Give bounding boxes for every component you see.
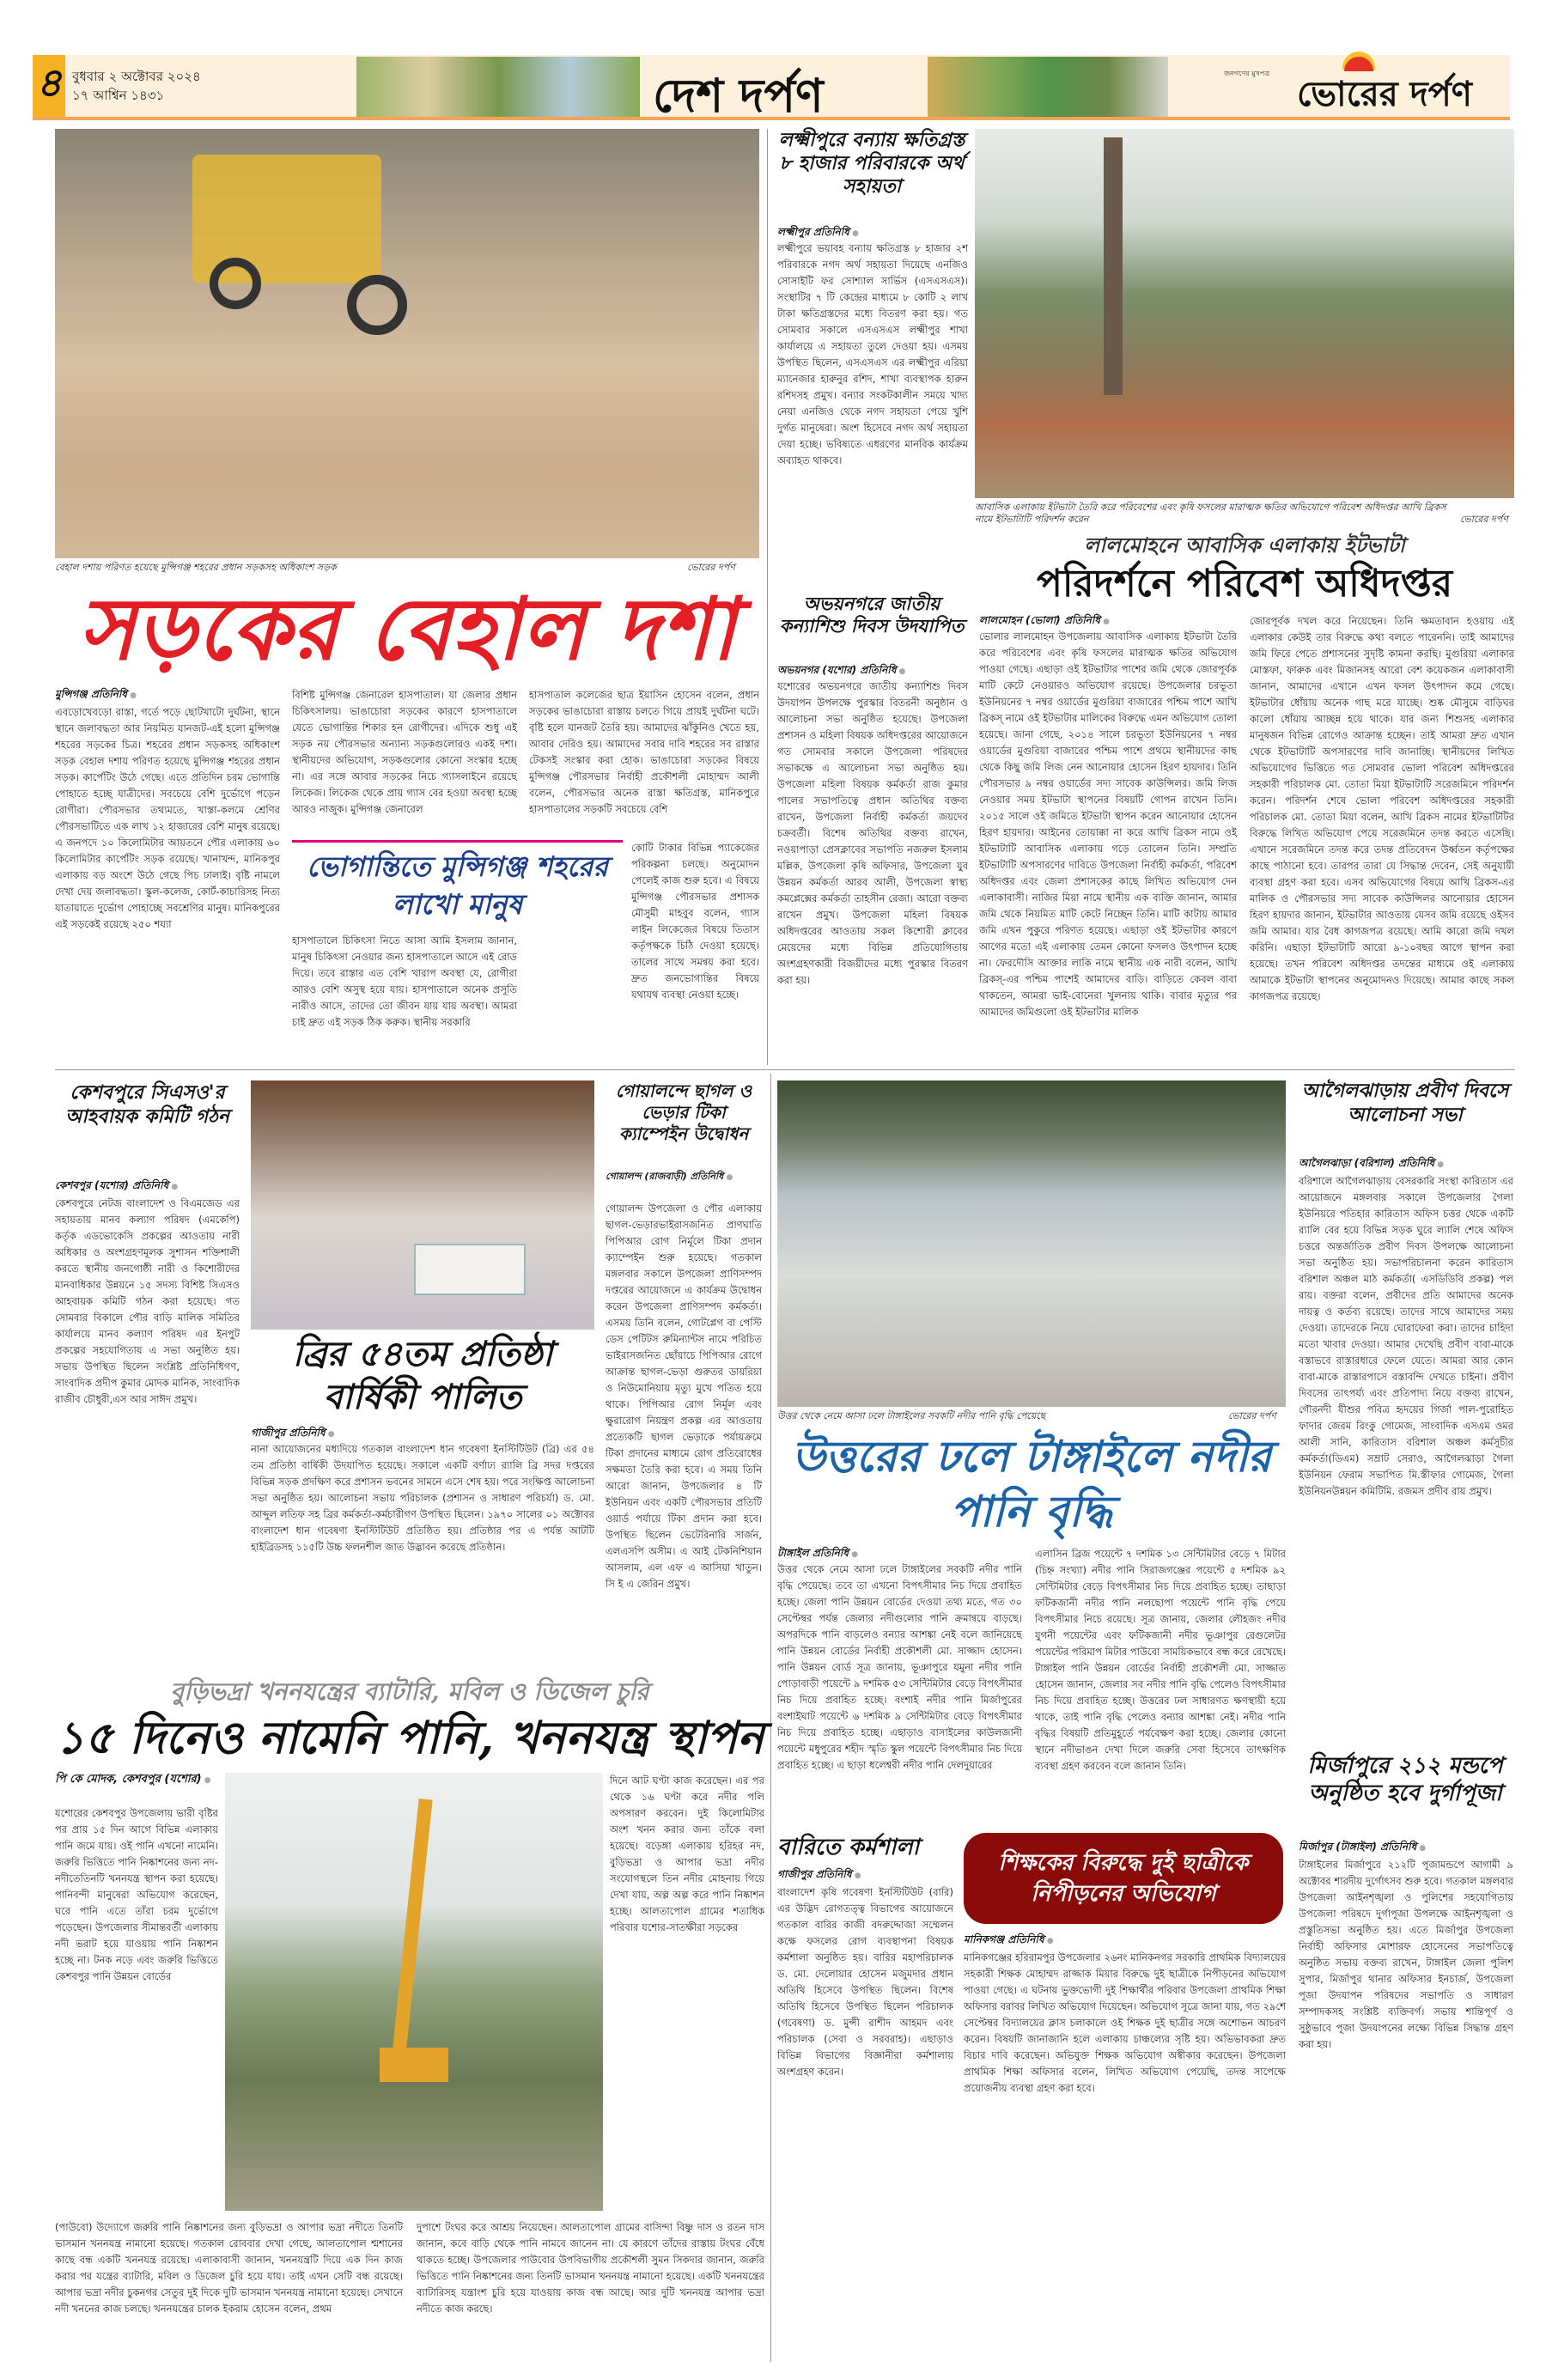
abhaynagar-byline: অভয়নগর (যশোর) প্রতিনিধি ●	[777, 663, 905, 679]
column-divider	[770, 1074, 771, 2362]
lead-photo-road	[55, 129, 759, 558]
manikganj-byline: মানিকগঞ্জ প্রতিনিধি ●	[964, 1933, 1054, 1948]
manikganj-headline-box	[964, 1833, 1283, 1924]
goalanda-body: গোয়ালন্দ উপজেলা ও পৌর এলাকায় ছাগল-ভেড়ারভাইরাসজনিত প্রাণঘাতি পিপিআর রোগ নির্মূলে টিকা প্রদান ক্যাম্পেইন শুরু হয়েছে। গতকাল মঙ্গলবার সকালে উপজেলা প্রাণিসম্পদ দপ্তরের আয়োজনে এ কার্যক্রম উদ্বোধন করেন উপজেলা প্রাণিসম্পদ কর্মকর্তা। এসময় তিনি বলেন, গোটপ্লেগ বা পেস্টি ডেস পেটিটস রুমিন্যান্টস নামে পরিচিত ভাইরাসজনিত ছোঁয়াচে পিপিআর রোগে আক্রান্ত ছাগল-ভেড়া গুরুতর ডায়রিয়া ও নিউমোনিয়ায় মৃত্যু মুখে পতিত হয়ে থাকে। পিপিআর রোগ নির্মূল এবং ক্ষুরারোগ নিয়ন্ত্রণ প্রকল্প এর আওতায় প্রত্যেকটি ছাগল ভেড়াকে পর্যায়ক্রমে টিকা প্রদানের মাধ্যমে রোগ প্রতিরোধের সক্ষমতা তৈরি করা হবে। এ সময় তিনি আরো জানান, উপজেলার ৪ টি ইউনিয়ন এবং একটি পৌরসভার প্রতিটি ওয়ার্ড পর্যায়ে টিকা প্রদান করা হবে। উপস্থিত ছিলেন ভেটেরিনারি সার্জন, এলএসপি অসীম। এ আই টেকনিশিয়ান আসলাম, এল এফ এ আসিয়া খাতুন। সি ই এ জেরিন প্রমুখ।	[606, 1202, 762, 1590]
date-bangla: ১৭ আশ্বিন ১৪৩১	[72, 88, 165, 103]
khal-body-col4: দুপাশে টংঘর করে আশ্রয় নিয়েছেন। আলতাপোল গ্রামের বাসিন্দা বিষ্ণু দাস ও রতন দাস জানান, কবে বাড়ি থেকে পানি নামবে জানেন না। যে কারণে তাঁদের রাস্তায় টংঘর বেঁধে থাকতে হচ্ছে। উপজেলার পাউবোর উপবিভাগীয় প্রকৌশলী সুমন সিকদার জানান, জরুরি ভিত্তিতে পানি নিষ্কাশনের জন্য তিনটি ভাসমান খননযন্ত্র নামানো হয়েছে। একটি খননযন্ত্রের ব্যাটারিসহ যন্ত্রাংশ চুরি হয়ে যাওয়ায় কাজ বন্ধ আছে। আর দুটি খননযন্ত্র আপার ভদ্রা নদীতে কাজ করছে।	[417, 2221, 764, 2315]
lalmohan-byline: লালমোহন (ভোলা) প্রতিনিধি ●	[979, 613, 1110, 629]
date-gregorian: বুধবার ২ অক্টোবর ২০২৪	[72, 69, 201, 84]
lead-photo-caption: বেহাল দশায় পরিণত হয়েছে মুন্সিগঞ্জ শহরের প্রধান সড়কসহ অধিকাংশ সড়ক	[55, 562, 337, 573]
mirzapur-headline: মির্জাপুরে ২১২ মন্ডপে অনুষ্ঠিত হবে দুর্গাপূজা	[1307, 1753, 1503, 1806]
keshabpur-cso-headline: কেশবপুরে সিএসও'র আহবায়ক কমিটি গঠন	[64, 1081, 229, 1128]
bari-byline: গাজীপুর প্রতিনিধি ●	[777, 1867, 861, 1883]
lalmohan-photo-caption: আবাসিক এলাকায় ইটভাটা তৈরি করে পরিবেশের এবং কৃষি ফসলের মারাত্মক ক্ষতির অভিযোগে পরিবেশ অধিদপ্তর আখি ব্রিকস নামে ইটভাটাটি পরিদর্শন করেন	[975, 502, 1446, 525]
goalanda-byline: গোয়ালন্দ (রাজবাড়ী) প্রতিনিধি ●	[606, 1170, 762, 1184]
lead-body-col5: কোটি টাকার বিভিন্ন প্যাকেজের পরিকল্পনা চলছে। অনুমোদন পেলেই কাজ শুরু হবে। এ বিষয়ে মুন্সিগঞ্জ পৌরসভার প্রশাসক মৌসুমী মাহবুব বলেন, গ্যাস লাইন লিকেজের বিষয়ে তিতাস কর্তৃপক্ষকে চিঠি দেওয়া হয়েছে। তালের সাথে সমন্বয় করা হবে। দ্রুত জনভোগান্তির বিষয়ে যথাযথ ব্যবস্থা নেওয়া হচ্ছে।	[631, 842, 759, 1001]
khal-body-col1: যশোরের কেশবপুর উপজেলায় ভারী বৃষ্টির পর প্রায় ১৫ দিন আগে বিভিন্ন এলাকায় পানি জমে যায়। ওই পানি এখনো নামেনি। জরুরি ভিত্তিতে পানি নিষ্কাশনের জন্য নদ-নদীতেতিনটি খননযন্ত্র স্থাপন করা হয়েছে। পানিবন্দী মানুষেরা অভিযোগ করেছেন, ঘরে পানি এতে তাঁরা চরম দুর্ভোগে পড়েছেন। উপজেলার সীমান্তবর্তী এলাকায় নদী ভরাট হয়ে যাওয়ায় পানি নিষ্কাশন হচ্ছে না। টনক নড়ে এবং জরুরি ভিত্তিতে কেশবপুর পানি উন্নয়ন বোর্ডের	[55, 1807, 218, 1982]
lead-body-col2: বিশিষ্ট মুন্সিগঞ্জ জেনারেল হাসপাতাল। যা জেলার প্রধান চিকিৎসালয়। ভাঙাচোরা সড়কের কারণে হাসপাতালে যেতে ভোগান্তির শিকার হন রোগীদের। এদিকে শুধু এই সড়ক নয় পৌরসভার অন্যান্য সড়কগুলোরও একই দশা। স্থানীয়দের অভিযোগ, সড়কগুলোর কোনো সংস্কার হচ্ছে না। এর সঙ্গে আবার সড়কের নিচে গ্যাসলাইনে রয়েছে লিকেজ। লিকেজ থেকে প্রায় গ্যাস বের হওয়া অবস্থা হচ্ছে আরও নাজুক। মুন্সিগঞ্জ জেনারেল	[292, 689, 517, 815]
bri-body: নানা আয়োজনের মধ্যদিয়ে গতকাল বাংলাদেশ ধান গবেষণা ইনস্টিটিউট (ব্রি) এর ৫৪ তম প্রতিষ্ঠা বার্ষিকী উদযাপিত হয়েছে। সকালে একটি বর্ণাঢ্য র‌্যালি ব্রি সদর দপ্তরের বিভিন্ন সড়ক প্রদক্ষিণ করে প্রশাসন ভবনের সামনে এসে শেষ হয়। পরে সংক্ষিপ্ত আলোচনা সভা অনুষ্ঠিত হয়। আলোচনা সভায় পরিচালক (প্রশাসন ও সাধারণ পরিচর্যা) ড. মো. আব্দুল লতিফ সহ ব্রির কর্মকর্তা-কর্মচারীগণ উপস্থিত ছিলেন। ১৯৭০ সালের ০১ অক্টোবর বাংলাদেশ ধান গবেষণা ইনস্টিটিউট প্রতিষ্ঠিত হয়। প্রতিষ্ঠার পর এ পর্যন্ত আটটি হাইব্রিডসহ ১১৫টি উচ্চ ফলনশীল জাত উদ্ভাবন করেছে প্রতিষ্ঠান।	[251, 1443, 594, 1553]
header-photo-strip-right	[928, 57, 1168, 117]
agailjhara-body: বরিশালে আগৈলঝাড়ায় বেসরকারি সংস্থা কারিতাস এর আয়োজনে মঙ্গলবার সকালে উপজেলার গৈলা ইউনিয়রে পতিহার কারিতাস অফিস চত্তর থেকে একটি র‌্যালি বের হয়ে বিভিন্ন সড়ক ঘুরে ল্যালি শেষে অফিস চত্তরে অন্তর্জাতিক প্রবীণ দিবস উপলক্ষে আলোচনা সভা অনুষ্ঠিত হয়। সভাপরিচালনা করেন কারিতাস বরিশাল অঞ্চল মাঠ কর্মকর্তা( এসডিডিবি প্রকল্প) পল রায়। বক্তরা বলেন, প্রবীদের প্রতি আমাদের অনেক দায়ত্ব ও কর্তব্য রয়েছে। তাদের সাথে আমাদের সময় দেওয়া। তাদেরকে নিয়ে ঘোরাফেরা করা। তাদের চাহিদা মতো খাবার দেওয়া। আমার দেখেছি প্রবীণ বাবা-মাকে বস্তাভবে রাস্তারধারে ফেলে যেতে। আমরা আর কোন বাবা-মাকে রাস্তারপাসে বস্তাবন্দি দেখতে চাইনা। প্রবীণ দিবসের তাৎপর্য্য এবং প্রতিপাদ্য নিয়ে বক্তব্য রাখেন, গৌরনদী যীশুর পবিত্র হৃদয়ের গির্জা পাল-পুরোহিত ফাদার জেরম রিংকু গোমেজ, সাংবাদিক এসএম ওমর আলী সানি, কারিতাস বরিশাল অঞ্চল কর্মসূচীর কর্মকর্তা(ডিএম) সম্রাট সেরাও, আগৈলঝাড়া গৈলা ইউনিয়ন ফেরাম সভাপিত মি.স্তীফার গোমেজ, গৈলা ইউনিয়নউন্নয়ন কমিটিমি. রজমস প্রদীব রায় প্রমুখ।	[1299, 1175, 1513, 1497]
tangail-byline: টাঙ্গাইল প্রতিনিধি ●	[777, 1546, 858, 1561]
khal-body-col3: (পাউবো) উদ্যোগে জরুরি পানি নিষ্কাশনের জন্য বুড়িভদ্রা ও আপার ভদ্রা নদীতে তিনটি ভাসমান খননযন্ত্র নামানো হয়েছে। গতকাল রোববার দেখা গেছে, আলতাপোল শ্মশানের কাছে বন্ধ একটি খননযন্ত্র রয়েছে। এলাকাবাসী জানান, খননযন্ত্রটি দিয়ে এক দিন কাজ করার পর যন্ত্রের ব্যাটারি, মবিল ও ডিজেল চুরি হয়ে যায়। তাই এখন সেটি বন্ধ রয়েছে। আপার ভদ্রা নদীর চুকনগর সেতুর দুই দিকে দুটি ভাসমান খননযন্ত্র নামানো হয়েছে। সেখানে নদী খননের কাজ চলছে। খননযন্ত্রের চালক ইকরাম হোসেন বলেন, প্রথম	[55, 2221, 403, 2315]
column-divider	[767, 129, 768, 1065]
manikganj-headline: শিক্ষকের বিরুদ্ধে দুই ছাত্রীকে নিপীড়নের অভিযোগ	[998, 1850, 1249, 1907]
manikganj-body: মানিকগঞ্জের হরিরামপুর উপজেলার ২৬নং মানিকনগর সরকারি প্রাথমিক বিদ্যালয়ের সহকারী শিক্ষক মোহাম্মদ রাজ্জাক মিয়ার বিরুদ্ধে দুই ছাত্রীকে নিপীড়নের অভিযোগ পাওয়া গেছে। এ ঘটনায় ভুক্তভোগী দুই শিক্ষার্থীর পরিবার উপজেলা প্রাথমিক শিক্ষা অফিসার বরাবর লিখিত অভিযোগ দিয়েছেন। অভিযোগ সূত্রে জানা যায়, গত ২৯শে সেপ্টেম্বর বিদ্যালয়ের ক্লাস চলাকালে ওই শিক্ষক দুই ছাত্রীর সঙ্গে অশোভন আচরণ করেন। বিষয়টি জানাজানি হলে এলাকায় চাঞ্চল্যের সৃষ্টি হয়। অভিভাবকরা দ্রুত বিচার দাবি করেছেন। অভিযুক্ত শিক্ষক অভিযোগ অস্বীকার করেছেন। উপজেলা প্রাথমিক শিক্ষা অফিসার বলেন, লিখিত অভিযোগ পেয়েছি, তদন্ত সাপেক্ষে প্রয়োজনীয় ব্যবস্থা গ্রহণ করা হবে।	[964, 1951, 1286, 2094]
tangail-body-col1: উত্তর থেকে নেমে আসা ঢলে টাঙ্গাইলের সবকটি নদীর পানি বৃদ্ধি পেয়েছে। তবে তা এখনো বিপৎসীমার নিচ দিয়ে প্রবাহিত হচ্ছে। জেলা পানি উন্নয়ন বোর্ডের দেওয়া তথ্য মতে, গত ৩০ সেপ্টেম্বর পর্যন্ত জেলার নদীগুলোর পানি ক্রমান্বয়ে বাড়ছে। অপরদিকে পানি বাড়লেও বন্যার আশঙ্কা নেই বলে জানিয়েছে পানি উন্নয়ন বোর্ডের নির্বাহী প্রকৌশলী মো. সাজ্জাদ হোসেন। পানি উন্নয়ন বোর্ড সূত্র জানায়, ভূঞাপুরে যমুনা নদীর পানি পোড়াবাড়ী পয়েন্টে ৯ দশমিক ৫৩ সেন্টিমিটার বেড়ে বিপৎসীমার নিচ দিয়ে প্রবাহিত হচ্ছে। বংশাই নদীর পানি মির্জাপুরের বংশাইঘাট পয়েন্টে ৬ দশমিক ৯ সেন্টিমিটার বেড়ে বিপৎসীমার নিচ দিয়ে প্রবাহিত হচ্ছে। এছাড়াও বাসাইলের কাউলজানী পয়েন্টে মধুপুরের শহীদ স্মৃতি স্কুল পয়েন্টে বিপৎসীমার নিচ দিয়ে প্রবাহিত হচ্ছে। এ ছাড়া ধলেশ্বরী নদীর পানি দেলদুয়ারের	[777, 1563, 1022, 1771]
keshabpur-cso-byline: কেশবপুর (যশোর) প্রতিনিধি ●	[55, 1178, 240, 1194]
lead-photo-credit: ভোরের দর্পণ	[687, 562, 735, 573]
bri-photo-meeting	[251, 1080, 594, 1330]
tangail-photo-river-right	[1088, 1080, 1286, 1407]
khal-photo-excavator	[225, 1773, 603, 2211]
bri-byline: গাজীপুর প্রতিনিধি ●	[251, 1426, 335, 1441]
bari-headline: বারিতে কর্মশালা	[777, 1835, 920, 1860]
abhaynagar-body: যশোরের অভয়নগরে জাতীয় কন্যাশিশু দিবস উদযাপন উপলক্ষে পুরস্কার বিতরনী অনুষ্ঠান ও আলোচনা সভা অনুষ্ঠিত হয়েছে। উপজেলা প্রশাসন ও মহিলা বিষয়ক অধিদপ্তরের আয়োজনে গত সোমবার সকালে উপজেলা পরিষদের সভাকক্ষে এ আলোচনা সভা অনুষ্ঠিত হয়। উপজেলা মহিলা বিষয়ক কর্মকর্তা রাজ কুমার পালের সভাপতিত্বে প্রধান অতিথির বক্তব্য রাখেন, উপজেলা নির্বাহী কর্মকর্তা জয়দেব চক্রবর্তী। বিশেষ অতিথির বক্তব্য রাখেন, নওয়াপাড়া প্রেসক্লাবের সভাপতি নজরুল ইসলাম মল্লিক, উপজেলা কৃষি অফিসার, উপজেলা যুব উন্নয়ন কর্মকর্তা আরব আলী, উপজেলা স্বাস্থ্য কমপ্লেক্সের কর্মকর্তা তাহসীন রেজা। আরো বক্তব্য রাখেন প্রমুখ। উপজেলা মহিলা বিষয়ক অধিদপ্তরের আওতায় সকল কিশোরী ক্লাবের মেয়েদের মধ্যে বিভিন্ন প্রতিযোগিতায় অংশগ্রহণকারী বিজয়ীদের মধ্যে পুরস্কার বিতরণ করা হয়।	[777, 680, 968, 986]
brand-name: ভোরের দর্পণ	[1297, 74, 1472, 114]
tangail-photo-credit: ভোরের দর্পণ	[1228, 1410, 1276, 1421]
tangail-photo-caption: উত্তর থেকে নেমে আসা ঢলে টাঙ্গাইলের সবকটি নদীর পানি বৃদ্ধি পেয়েছে	[777, 1410, 1046, 1421]
lakshmipur-byline: লক্ষ্মীপুর প্রতিনিধি ●	[777, 225, 859, 240]
khal-body-col2: দিনে আট ঘণ্টা কাজ করেছেন। এর পর থেকে ১৬ ঘণ্টা করে নদীর পলি অপসারণ করবেন। দুই কিলোমিটার অংশ খনন করার জন্য তাঁকে বলা হয়েছে। বড়েঙ্গা এলাকায় হরিহর নদ, বুড়িভদ্রা ও আপার ভদ্রা নদীর সংযোগস্থলে তিন নদীর মোহনায় গিয়ে দেখা যায়, অল্প অল্প করে পানি নিষ্কাশন হচ্ছে। আলতাপোল গ্রামের শতাধিক পরিবার যশোর-সাতক্ষীরা সড়কের	[610, 1774, 764, 1933]
header-photo-strip-left	[356, 57, 640, 117]
mirzapur-byline: মির্জাপুর (টাঙ্গাইল) প্রতিনিধি ●	[1299, 1840, 1513, 1855]
lead-body-col1: এবড়োখেবড়ো রাস্তা, গর্তে পড়ে ছোটখাটো দুর্ঘটনা, স্থানে স্থানে জলাবদ্ধতা আর নিয়মিত যানজট-এই হলো মুন্সিগঞ্জ শহরের সড়কের চিত্র। শহরের প্রধান সড়কসহ অধিকাংশ সড়ক বেহাল দশায় পরিণত হয়েছে মুন্সিগঞ্জ শহরের প্রধান সড়ক। কার্পেটিং উঠে গেছে। এতে প্রতিদিন চরম ভোগান্তি পোহাতে হচ্ছে যাত্রীদের। সবচেয়ে বেশি দুর্ভোগে পড়েন রোগীরা। পৌরসভার তথ্যমতে, খাস্তা-কলমে শ্রেণির পৌরসভাটিতে এক লাখ ১২ হাজারের বেশি মানুষ রয়েছে। এ জনপদে ১০ কিলোমিটার আয়তনে পৌর এলাকায় ৬০ কিলোমিটার কার্পেটিং সড়ক রয়েছে। খানাখন্দ, মানিকপুর এলাকায় বড় অংশে উঠে গেছে পিচ ঢালাই। বৃষ্টি নামলে দেখা দেয় জলাবদ্ধতা। স্কুল-কলেজ, কোর্ট-কাচারিসহ নিত্য যাতায়াতে দুর্ভোগ পোহাচ্ছে সবশ্রেণির মানুষ। মানিকপুরের এই সড়কেই রয়েছে ২৫০ শয্যা	[55, 706, 280, 930]
lead-body-col4: হাসপাতালে চিকিৎসা নিতে আসা আমি ইসলাম জানান, মানুষ চিকিৎসা নেওয়ার জন্য হাসপাতালে আসে এই রোড দিয়ে। তবে রাস্তার এত বেশি খারাপ অবস্থা যে, রোগীরা আরও বেশি অসুস্থ হয়ে যায়। হাসপাতালে অনেক প্রসূতি নারীও আসে, তাদের তো জীবন যায় যায় অবস্থা। আমরা চাই দ্রুত এই সড়ক ঠিক করুক। স্থানীয় সরকারি	[292, 934, 517, 1028]
mirzapur-body: টাঙ্গাইলের মির্জাপুরে ২১২টি পূজামন্ডপে আগামী ৯ অক্টোবর শারদীয় দুর্গোৎসব শুরু হবে। গতকাল মঙ্গলবার উপজেলা আইনশৃঙ্খলা ও পুলিশের সহযোগিতায় উপজেলা পরিষদে দুর্গাপূজা উপলক্ষে আইনশৃঙ্খলা ও প্রস্তুতিসভা অনুষ্ঠিত হয়। এতে মির্জাপুর উপজেলা নির্বাহী অফিসার মোশারফ হোসেনের সভাপতিত্বে অনুষ্ঠিত সভায় বক্তব্য রাখেন, টাঙ্গাইল জেলা পুলিশ সুপার, মির্জাপুর থানার অফিসার ইনচার্জ, উপজেলা পূজা উদযাপন পরিষদের সভাপতি ও সাধারণ সম্পাদকসহ সংশ্লিষ্ট ব্যক্তিবর্গ। সভায় শান্তিপূর্ণ ও সুষ্ঠুভাবে পূজা উদযাপনের লক্ষ্যে বিভিন্ন সিদ্ধান্ত গ্রহণ করা হয়।	[1299, 1859, 1513, 2050]
abhaynagar-headline: অভয়নগরে জাতীয় কন্যাশিশু দিবস উদযাপিত	[779, 593, 965, 636]
lead-headline: সড়কের বেহাল দশা	[78, 578, 736, 679]
bari-body: বাংলাদেশ কৃষি গবেষণা ইনস্টিটিউট (বারি) এর উদ্ভিদ রোগতত্ত্ব বিভাগের আয়োজনে গতকাল বারির কাজী বদরুদ্দোজা সম্মেলন কক্ষে ফসলের রোগ ব্যবস্থাপনা বিষয়ক কর্মশালা অনুষ্ঠিত হয়। বারির মহাপরিচালক ড. মো. দেলোয়ার হোসেন মজুমদার প্রধান অতিথি হিসেবে উপস্থিত ছিলেন। বিশেষ অতিথি হিসেবে উপস্থিত ছিলেন পরিচালক (গবেষণা) ড. মুন্সী রাশীদ আহমদ এবং পরিচালক (সেবা ও সরবরাহ)। এছাড়াও বিভিন্ন বিভাগের বিজ্ঞানীরা কর্মশালায় অংশগ্রহণ করেন।	[777, 1886, 953, 2078]
lalmohan-kicker: লালমোহনে আবাসিক এলাকায় ইটভাটা	[1084, 533, 1405, 557]
tangail-photo-river	[777, 1080, 1088, 1407]
lead-byline: মুন্সিগঞ্জ প্রতিনিধি ●	[55, 687, 137, 703]
goalanda-headline: গোয়ালন্দে ছাগল ও ভেড়ার টিকা ক্যাম্পেইন উদ্বোধন	[615, 1080, 752, 1144]
khal-byline: পি কে মোদক, কেশবপুর (যশোর) ●	[55, 1773, 218, 1787]
lead-subhead-box	[292, 840, 623, 929]
section-divider	[55, 1069, 1515, 1070]
lead-subhead: ভোগান্তিতে মুন্সিগঞ্জ শহরের লাখো মানুষ	[307, 850, 608, 921]
tangail-headline: উত্তরের ঢলে টাঙ্গাইলে নদীর পানি বৃদ্ধি	[791, 1431, 1272, 1537]
keshabpur-cso-body: কেশবপুরে নেটজ বাংলাদেশ ও বিএমজেড এর সহায়তায় মানব কল্যাণ পরিষদ (এমকেপি) কর্তৃক এডভোকেসি প্রকল্পের আওতায় নারী অধিকার ও অংশগ্রহণমূলক সুশাসন শক্তিশালী করতে স্থানীয় জনগোষ্ঠী নারী ও কিশোরীদের মানবাধিকার উন্নয়নে ১৫ সদস্য বিশিষ্ট সিএসও আহবায়ক কমিটি গঠন করা হয়েছে। গত সোমবার বিকালে পৌর বাড়ি মালিক সমিতির কার্যালয়ে মানব কল্যাণ পরিষদ এর ইনপুট প্রকল্পের সহযোগিতায় এ সভা অনুষ্ঠিত হয়। সভায় উপস্থিত ছিলেন সংশ্লিষ্ট প্রতিনিধিগণ, সাংবাদিক প্রদীপ কুমার মোদক মানিক, সাংবাদিক রাজীব চৌধুরী,এস আর সাঈদ প্রমুখ।	[55, 1197, 240, 1405]
lakshmipur-body: লক্ষ্মীপুরে ভয়াবহ বন্যায় ক্ষতিগ্রস্ত ৮ হাজার ২শ পরিবারকে নগদ অর্থ সহায়তা দিয়েছে এনজিও সোসাইটি ফর সোশ্যাল সার্ভিস (এসএসএস)। সংস্থাটির ৭ টি কেন্দ্রের মাধ্যমে ৮ কোটি ২ লাখ টাকা ক্ষতিগ্রস্তদের মধ্যে বিতরণ করা হয়। গত সোমবার সকালে এসএসএস লক্ষ্মীপুর শাখা কার্যালয়ে এ সহায়তা তুলে দেওয়া হয়। এসময় উপস্থিত ছিলেন, এসএসএস এর লক্ষ্মীপুর এরিয়া ম্যানেজার হারুনুর রশিদ, শাখা ব্যবস্থাপক হারুন রশিদসহ প্রমুখ। বন্যার সংকটকালীন সময়ে খাদ্য নেয়া এনজিও থেকে নগদ সহায়তা পেয়ে খুশি দুর্গত মানুষেরা। অংশ হিসেবে নগদ অর্থ সহায়তা দেয়া হচ্ছে। ভবিষ্যতে এধরণের মানবিক কার্যক্রম অব্যাহত থাকবে।	[777, 242, 968, 466]
lalmohan-body-col1: ভোলার লালমোহন উপজেলায় আবাসিক এলাকায় ইটভাটা তৈরি করে পরিবেশের এবং কৃষি ফসলের মারাত্মক ক্ষতির অভিযোগ পাওয়া গেছে। এছাড়া ওই ইটভাটার পাশের জমি থেকে জোরপূর্বক মাটি কেটে নেওয়ারও অভিযোগ রয়েছে। উপজেলার চরভূতা ইউনিয়নের ৭ নম্বর ওয়ার্ডের মুগুরিয়া বাজারের পশ্চিম পাশে আখি ব্রিকস্ নামে ওই ইটভাটার মালিকের বিরুদ্ধে এমন অভিযোগ তোলা হয়েছে। জানা গেছে, ২০১৪ সালে চরভূতা ইউনিয়নের ৭ নম্বর ওয়ার্ডের মুগুরিয়া বাজারের পশ্চিম পাশে প্রথমে স্থানীয়দের কাছ থেকে কিছু জমি লিজ নেন আনোয়ার হোসেন হিরণ হায়দার। তিনি পৌরসভার ৯ নম্বর ওয়ার্ডের সদ্য সাবেক কাউন্সিলর। জমি লিজ নেওয়ার সময় ইটভাটা স্থাপনের বিষয়টি গোপন রাখেন তিনি। ২০১৫ সালে ওই জমিতে ইটভাটা স্থাপন করেন আনোয়ার হোসেন হিরণ হায়দার। আইনের তোয়াক্কা না করে আখি ব্রিকস নামে ওই ইটভাটাটি আবাসিক এলাকায় গড়ে তোলেন তিনি। সম্প্রতি ইটভাটাটি অপসারণের দাবিতে উপজেলা নির্বাহী কর্মকর্তা, পরিবেশ অধিদপ্তর এবং জেলা প্রশাসকের কাছে লিখিত অভিযোগ দেন এলাকাবাসী। নাজির মিয়া নামে স্থানীয় এক ব্যক্তি জানান, আমার জমি থেকে নিয়মিত মাটি কেটে নিচ্ছেন তিনি। মাটি কাটায় আমার জমি এখন পুকুরে পরিণত হয়েছে। এছাড়া ওই ইটভাটার কারণে আগের মতো এই এলাকায় তেমন কোনো ফসলও উৎপাদন হচ্ছে না। ফেরদৌসি আক্তার লাকি নামে স্থানীয় এক নারী বলেন, আখি ব্রিকস্-এর পশ্চিম পাশেই আমাদের বাড়ি। বাড়িতে কেবল বাবা থাকতেন, আমরা ভাই-বোনেরা খুলনায় থাকি। বাবার মৃত্যুর পর আমাদের জমিগুলো ওই ইটভাটার মালিক	[979, 630, 1237, 1018]
page-number: ৪	[33, 55, 65, 117]
lalmohan-photo-kiln	[975, 129, 1514, 498]
agailjhara-headline: আগৈলঝাড়ায় প্রবীণ দিবসে আলোচনা সভা	[1301, 1080, 1509, 1126]
bri-headline: ব্রির ৫৪তম প্রতিষ্ঠা বার্ষিকী পালিত	[292, 1334, 553, 1417]
lalmohan-body-col2: জোরপূর্বক দখল করে নিয়েছেন। তিনি ক্ষমতাবান হওয়ায় এই এলাকার কেউই তার বিরুদ্ধে কথা বলতে পারেননি। তাই আমাদের জমি ফিরে পেতে প্রশাসনের সুদৃষ্টি কামনা করছি। মুগুরিয়া এলাকার মোস্তফা, ফারুক এবং মিজানসহ আরো বেশ কয়েকজন এলাকাবাসী জানান, আমাদের এখানে এখন ফসল উৎপাদন কমে গেছে। ইটভাটার ধোঁয়ায় অনেক গাছ মরে যাচ্ছে। শুষ্ক মৌসুমে বাড়িঘর কালো ধোঁয়ায় আচ্ছন্ন হয়ে থাকে। যার জন্য শিশুসহ এলাকার মানুষজন বিভিন্ন রোগেও আক্রান্ত হচ্ছেন। তাই আমরা দ্রুত এখান থেকে ইটভাটাটি অপসারণের দাবি জানাচ্ছি। স্থানীয়দের লিখিত অভিযোগের ভিত্তিতে গত সোমবার ভোলা পরিবেশ অধিদপ্তরের সহকারী পরিচালক মো. তোতা মিয়া ইটভাটাটি সরেজমিনে পরিদর্শন করেন। পরিদর্শন শেষে ভোলা পরিবেশ অধিদপ্তরের সহকারী পরিচালক মো. তোতা মিয়া বলেন, আখি ব্রিকস নামের ইটভাটিটির বিরুদ্ধে লিখিত অভিযোগ পেয়ে সরেজমিনে তদন্ত করতে এসেছি। এখানে সরেজমিনে তদন্ত করে তদন্ত প্রতিবেদন উর্ধ্বতন কর্তৃপক্ষের কাছে পাঠানো হবে। তারপর তারা যে সিদ্ধান্ত দেবেন, সেই অনুযায়ী ব্যবস্থা গ্রহণ করা হবে। এসব অভিযোগের বিষয়ে আখি ব্রিকস-এর মালিক ও পৌরসভার সদ্য সাবেক কাউন্সিলর আনোয়ার হোসেন হিরণ হায়দার জানান, ইটভাটার আওতায় যেসব জমি রয়েছে ওইসব জমি আমার। যার বৈধ কাগজপত্র রয়েছে। আমি কারো জমি দখল করিনি। এছাড়া ইটভাটাটি আরো ৯-১০বছর আগে স্থাপন করা হয়েছে। তখন পরিবেশ অধিদপ্তর তদন্তের মাধ্যমে ওই এলাকায় আমাকে ইটভাটা স্থাপনের অনুমোদনও দিয়েছে। আমার কাছে সকল কাগজপত্র রয়েছে।	[1250, 615, 1514, 1002]
lead-body-col3: হাসপাতাল কলেজের ছাত্র ইয়াসিন হোসেন বলেন, প্রধান সড়কের ভাঙাচোরা রাস্তায় চলতে গিয়ে প্রায়ই দুর্ঘটনা ঘটে। বৃষ্টি হলে যানজট তৈরি হয়। আমাদের ঝাঁকুনিও খেতে হয়, আবার দেরিও হয়। আমাদের সবার দাবি শহরের সব রাস্তার টেকসই সংস্কার করা হোক। ভাঙাচোরা সড়কের বিষয়ে মুন্সিগঞ্জ পৌরসভার নির্বাহী প্রকৌশলী মোহাম্মদ আলী বলেন, পৌরসভার অনেক রাস্তা ক্ষতিগ্রস্ত, মানিকপুরে হাসপাতালের সড়কটি সবচেয়ে বেশি	[529, 689, 759, 815]
agailjhara-byline: আগৈলঝাড়া (বরিশাল) প্রতিনিধি ●	[1299, 1156, 1513, 1172]
lalmohan-photo-credit: ভোরের দর্পণ	[1460, 514, 1508, 525]
khal-headline: ১৫ দিনেও নামেনি পানি, খননযন্ত্র স্থাপন	[55, 1712, 764, 1764]
lakshmipur-headline: লক্ষ্মীপুরে বন্যায় ক্ষতিগ্রস্ত ৮ হাজার পরিবারকে অর্থ সহায়তা	[778, 129, 965, 198]
khal-kicker: বুড়িভদ্রা খননযন্ত্রের ব্যাটারি, মবিল ও ডিজেল চুরি	[170, 1677, 649, 1706]
section-title: দেশ দর্পণ	[653, 68, 824, 123]
lalmohan-headline: পরিদর্শনে পরিবেশ অধিদপ্তর	[1036, 562, 1453, 606]
brand-tagline: জনগণের মুখপত্র	[1224, 70, 1270, 77]
tangail-body-col2: এলাসিন ব্রিজ পয়েন্টে ৭ দশমিক ১৩ সেন্টিমিটার বেড়ে ৭ মিটার (চিহ্ন সংখ্যা) নদীর পানি সিরাজগঞ্জের পয়েন্টে ৫ দশমিক ৯২ সেন্টিমিটার বেড়ে বিপৎসীমার নিচ দিয়ে প্রবাহিত হচ্ছে। তাছাড়া ফটিকজানী নদীর পানি নলছোপা পয়েন্টে পানি বৃদ্ধি পেয়ে বিপৎসীমার নিচে রয়েছে। সূত্র জানায়, জেলার লৌহজং নদীর যুগনী পয়েন্টের এবং ফটিকজানী নদীর ভূঞাপুর রেগুলেটর পয়েন্টের পরিমাপ মিটার পাউবো সাময়িকভাবে বন্ধ করে রেখেছে। টাঙ্গাইল পানি উন্নয়ন বোর্ডের নির্বাহী প্রকৌশলী মো. সাজ্জাত হোসেন জানান, জেলার সব নদীর পানি বৃদ্ধি পেলেও বিপৎসীমার নিচ দিয়ে প্রবাহিত হচ্ছে। উত্তরের ঢল সাধারণত ক্ষণস্থায়ী হয়ে থাকে, তাই পানি বৃদ্ধি পেলেও বন্যার আশঙ্কা নেই। নদীর পানি বৃদ্ধির বিষয়টি প্রতিমুহূর্তে পর্যবেক্ষণ করা হচ্ছে। জেলার কোনো স্থানে নদীভাঙন দেখা দিলে জরুরি সেবা হিসেবে তাৎক্ষণিক ব্যবস্থা গ্রহণ করবেন বলে জানান তিনি।	[1035, 1548, 1286, 1772]
date-block	[72, 67, 201, 105]
